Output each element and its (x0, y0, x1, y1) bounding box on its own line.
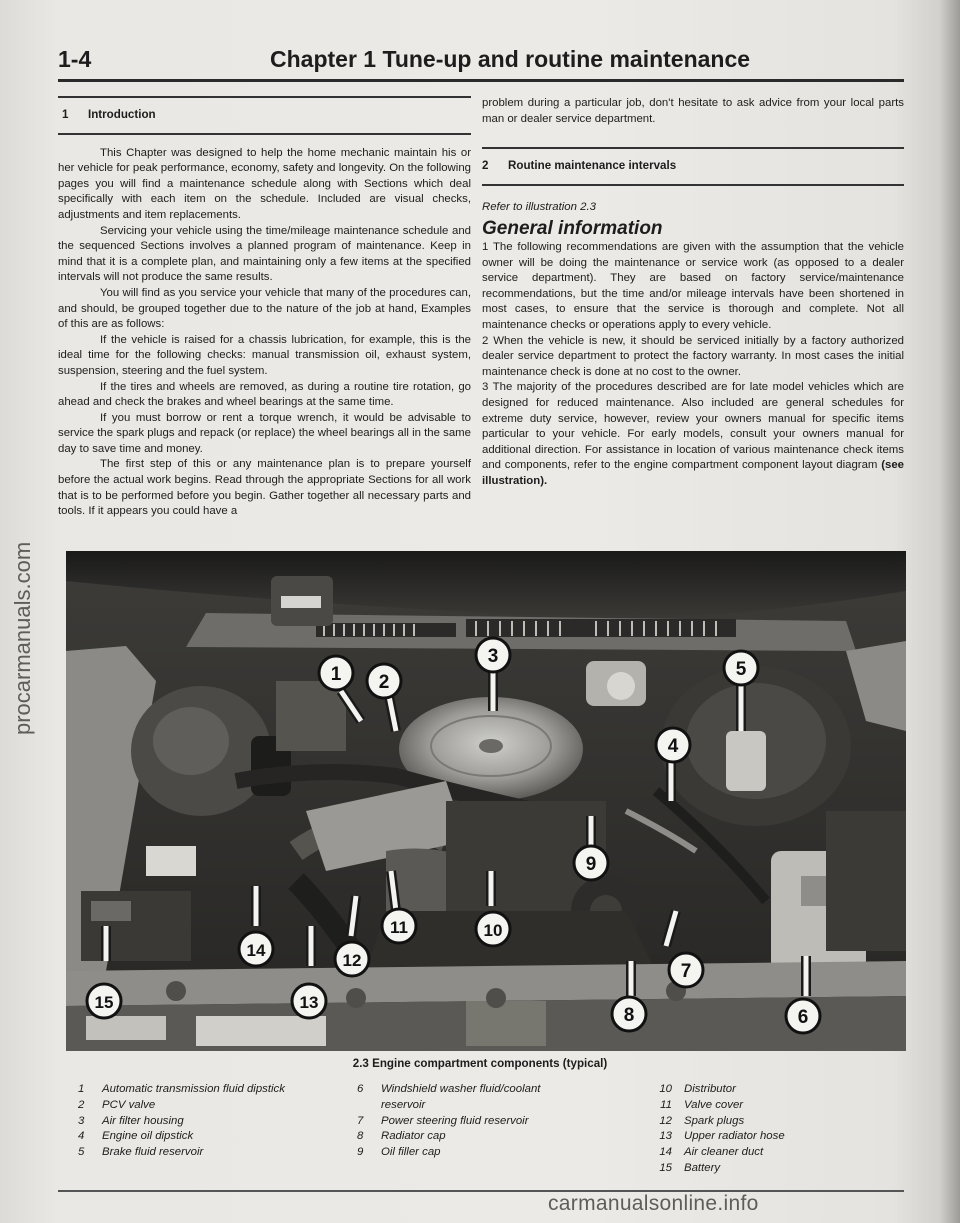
callout-number: 6 (797, 1007, 809, 1028)
side-watermark-text: procarmanuals.com (10, 541, 35, 735)
engine-compartment-photo (66, 551, 906, 1051)
maintenance-paragraph: 2 When the vehicle is new, it should be serviced initially by a factory authorized dealer service department to protect the factory warranty. In most cases the initial maintenance check is done at no cost to the owner. (482, 334, 904, 378)
figure-caption: 2.3 Engine compartment components (typical) (352, 1057, 608, 1070)
legend-label: Spark plugs (684, 1114, 745, 1127)
legend-number: 2 (78, 1098, 85, 1111)
callout-number: 10 (483, 921, 503, 940)
legend-item (357, 1114, 540, 1130)
page-spine-shadow (938, 0, 960, 1223)
legend-label: Power steering fluid reservoir (381, 1114, 529, 1127)
callout-number: 9 (585, 854, 597, 875)
legend-item (78, 1082, 285, 1098)
legend-item (78, 1098, 285, 1114)
section-number: 1 (62, 107, 69, 121)
maintenance-paragraph (482, 380, 904, 489)
page-header (58, 46, 903, 78)
callout-15 (87, 984, 121, 1018)
intro-paragraph: If the tires and wheels are removed, as during a routine tire rotation, go ahead and check the brakes and wheel bearings at the same time. (58, 380, 471, 409)
intro-paragraph: Servicing your vehicle using the time/mileage maintenance schedule and the sequenced Sections involves a planned program of maintenance. Keep in mind that it is a complete plan, and maintaining only a few items at the specified intervals will not produce the same results. (58, 224, 471, 284)
callout-number: 12 (342, 951, 362, 970)
maintenance-paragraph-text: 3 The majority of the procedures described are for late model vehicles which are designed for reduced maintenance. Also included are general schedules for extreme duty service, however, review your owners manual for specific items particular to your vehicle. For early models, consult your owners manual for additional direction. For assistance in location of various maintenance check items and components, refer to the engine compartment component layout diagram (482, 381, 904, 472)
legend-item (658, 1161, 785, 1177)
legend-label: Air cleaner duct (684, 1146, 764, 1159)
legend-item (357, 1145, 540, 1161)
legend-label: Automatic transmission fluid dipstick (102, 1083, 285, 1095)
right-column (482, 96, 904, 489)
illustration-reference: Refer to illustration 2.3 (482, 200, 596, 213)
callout-6 (786, 999, 820, 1033)
legend-number: 4 (78, 1130, 85, 1143)
engine-photo-illustration (66, 551, 906, 1051)
page-number: 1-4 (58, 46, 92, 72)
legend-number: 5 (78, 1146, 85, 1159)
legend-label: Brake fluid reservoir (102, 1146, 204, 1159)
legend-item (78, 1145, 285, 1161)
callout-2 (367, 664, 401, 698)
subheading-general-information: General information (482, 218, 663, 240)
intro-paragraph: You will find as you service your vehicle that many of the procedures can, and should, be grouped together due to the nature of the job at hand, Examples of this are as follows: (58, 286, 471, 331)
legend-column-1 (78, 1082, 285, 1161)
legend-number: 8 (357, 1130, 364, 1143)
legend-column-3 (658, 1082, 785, 1177)
footer-rule (58, 1190, 904, 1192)
section-title: Introduction (88, 107, 156, 121)
legend-label: PCV valve (102, 1098, 156, 1111)
section-rule (482, 184, 904, 186)
see-illustration-text: (see illustration). (482, 459, 904, 487)
legend-number: 7 (357, 1114, 364, 1127)
legend-number: 9 (357, 1146, 364, 1159)
left-column (58, 96, 471, 520)
callout-4 (656, 728, 690, 762)
legend-item (658, 1145, 785, 1161)
callout-7 (669, 953, 703, 987)
legend-number: 10 (659, 1083, 672, 1095)
legend-number: 15 (659, 1161, 672, 1174)
legend-number: 12 (659, 1114, 672, 1127)
legend-item (357, 1098, 540, 1114)
intro-continued-paragraph: problem during a particular job, don't hesitate to ask advice from your local parts man or dealer service department. (482, 97, 904, 125)
callout-9 (574, 846, 608, 880)
callout-10 (476, 912, 510, 946)
legend-label: Windshield washer fluid/coolant (381, 1083, 541, 1095)
callout-number: 2 (378, 672, 390, 693)
legend-item (78, 1129, 285, 1145)
callout-12 (335, 942, 369, 976)
legend-number: 6 (357, 1083, 364, 1095)
callout-number: 7 (680, 961, 692, 982)
callout-5 (724, 651, 758, 685)
callout-number: 4 (667, 736, 679, 757)
intro-paragraph: The first step of this or any maintenance plan is to prepare yourself before the actual work begins. Read through the appropriate Sections for all work that is to be performed before you begin. Gather together all necessary parts and tools. If it appears you could have a (58, 458, 471, 518)
intro-paragraph: This Chapter was designed to help the home mechanic maintain his or her vehicle for peak performance, economy, safety and longevity. On the following pages you will find a maintenance schedule along with Sections which deal specifically with each item on the schedule. Included are visual checks, adjustments and item replacements. (58, 146, 471, 221)
callout-1 (319, 656, 353, 690)
legend-number: 1 (78, 1083, 85, 1095)
callout-number: 14 (246, 941, 266, 960)
callout-number: 15 (94, 993, 114, 1012)
intro-paragraph: If the vehicle is raised for a chassis lubrication, for example, this is the ideal time for the following checks: manual transmission oil, exhaust system, suspension, steering and the fuel system. (58, 333, 471, 377)
callout-number: 1 (330, 664, 342, 685)
section-heading-maintenance-intervals (482, 149, 904, 185)
legend-label: Distributor (684, 1083, 736, 1095)
callout-number: 11 (390, 918, 408, 937)
legend-item (357, 1129, 540, 1145)
legend-item (78, 1114, 285, 1130)
legend-label: Valve cover (684, 1098, 744, 1111)
legend-item (658, 1114, 785, 1130)
intro-paragraph: If you must borrow or rent a torque wrench, it would be advisable to service the spark plugs and repack (or replace) the wheel bearings all in the same day to save time and money. (58, 411, 471, 455)
callout-number: 13 (299, 993, 319, 1012)
legend-item (658, 1082, 785, 1098)
callout-14 (239, 932, 273, 966)
section-title: Routine maintenance intervals (508, 158, 677, 172)
legend-label: Battery (684, 1161, 721, 1174)
legend-item (658, 1098, 785, 1114)
callout-3 (476, 638, 510, 672)
legend-column-2 (357, 1082, 540, 1161)
section-number: 2 (482, 158, 489, 172)
callout-8 (612, 997, 646, 1031)
legend-number: 13 (659, 1130, 672, 1143)
legend-number: 3 (78, 1114, 85, 1127)
legend-label: Air filter housing (102, 1114, 184, 1127)
legend-label: Upper radiator hose (684, 1130, 785, 1143)
callout-number: 3 (487, 646, 499, 667)
side-watermark (8, 380, 38, 740)
chapter-title: Chapter 1 Tune-up and routine maintenance (270, 46, 751, 72)
callout-number: 5 (735, 659, 747, 680)
callout-11 (382, 909, 416, 943)
legend-number: 11 (660, 1098, 672, 1111)
legend-label: Oil filler cap (381, 1146, 441, 1159)
callout-number: 8 (623, 1005, 635, 1026)
maintenance-paragraph: 1 The following recommendations are given with the assumption that the vehicle owner will be doing the maintenance or service work (as opposed to a dealer service department). They are based on factory service/maintenance recommendations, but the time and/or mileage intervals have been shortened in most cases, to ensure that the service is thorough and complete. Not all maintenance checks or operations apply to every vehicle. (482, 240, 904, 331)
legend-label: Radiator cap (381, 1130, 446, 1143)
section-rule (58, 133, 471, 135)
callout-13 (292, 984, 326, 1018)
header-rule (58, 79, 904, 82)
section-heading-introduction (58, 98, 471, 134)
legend-label: Engine oil dipstick (102, 1130, 194, 1143)
legend-item (357, 1082, 540, 1098)
legend-label: reservoir (381, 1098, 426, 1111)
legend-item (658, 1129, 785, 1145)
legend-number: 14 (659, 1146, 672, 1159)
bottom-watermark: carmanualsonline.info (548, 1192, 759, 1215)
